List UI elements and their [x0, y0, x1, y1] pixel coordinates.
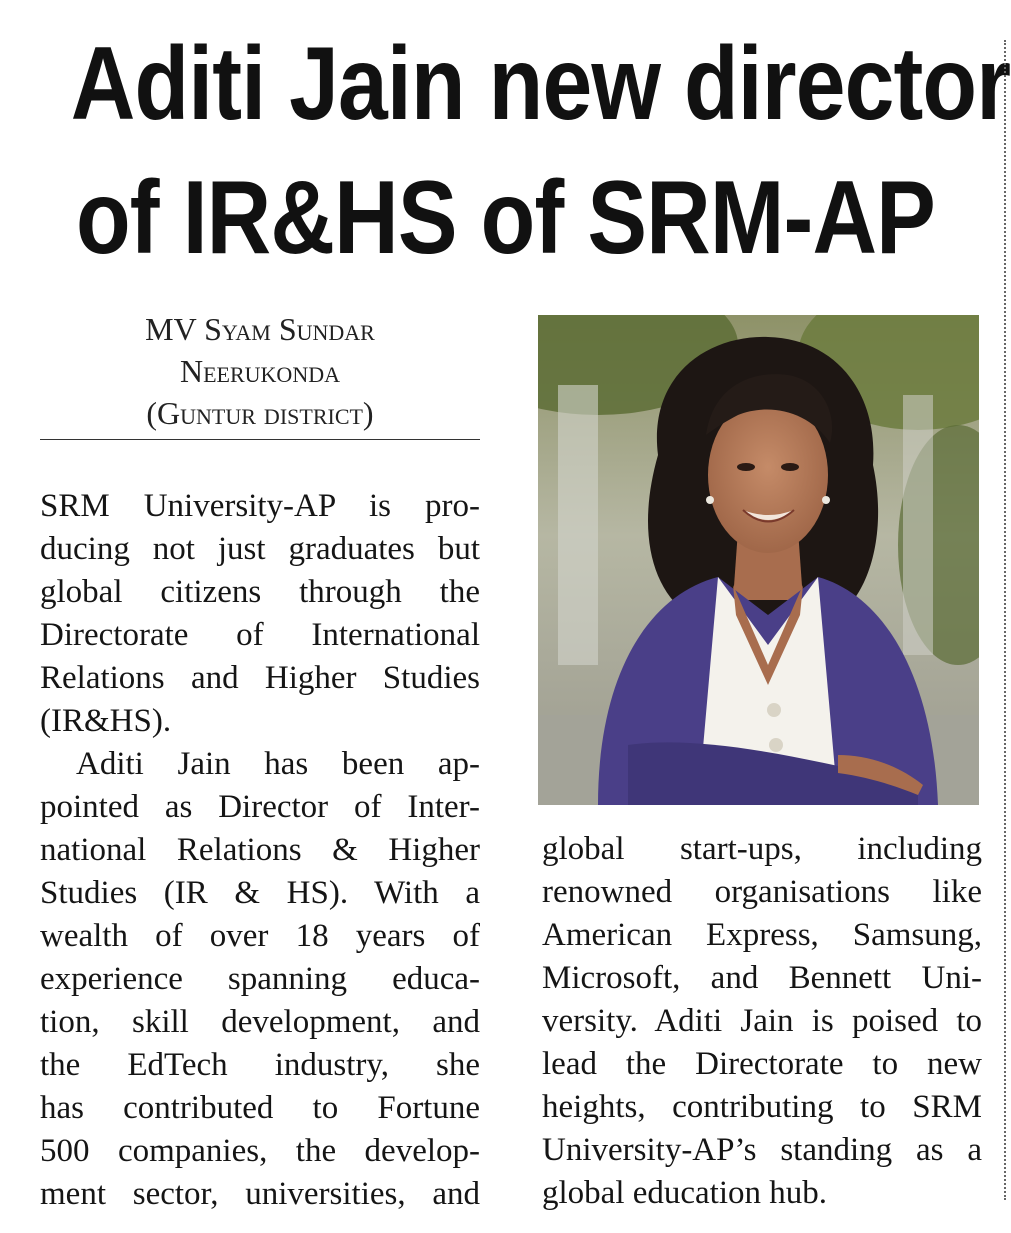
byline-location: (Guntur district) [146, 395, 374, 431]
article-line: University-AP’s standing as a [542, 1132, 982, 1168]
article-line: Relations and Higher Studies [40, 660, 480, 696]
article-line: versity. Aditi Jain is poised to [542, 1003, 982, 1039]
article-line: global start-ups, including [542, 831, 982, 867]
article-line: SRM University-AP is pro- [40, 488, 480, 524]
byline [40, 308, 480, 434]
byline-author-last: Neerukonda [180, 353, 340, 389]
article-line: ducing not just graduates but [40, 531, 480, 567]
article-line: global citizens through the [40, 574, 480, 610]
article-line: experience spanning educa- [40, 961, 480, 997]
article-column-left [40, 485, 480, 1216]
article-line: Microsoft, and Bennett Uni- [542, 960, 982, 996]
article-line: heights, contributing to SRM [542, 1089, 982, 1125]
portrait-photo [538, 315, 979, 805]
portrait-illustration [538, 315, 979, 805]
article-line: Aditi Jain has been ap- [76, 746, 480, 782]
article-line: pointed as Director of Inter- [40, 789, 480, 825]
article-line: wealth of over 18 years of [40, 918, 480, 954]
article-column-right [542, 828, 982, 1215]
headline-line-2: of IR&HS of SRM-AP [76, 160, 935, 276]
article-line: 500 companies, the develop- [40, 1133, 480, 1169]
article-line: the EdTech industry, she [40, 1047, 480, 1083]
article-line: ment sector, universities, and [40, 1176, 480, 1212]
article-line: American Express, Samsung, [542, 917, 982, 953]
article-line: Directorate of International [40, 617, 480, 653]
article-line: (IR&HS). [40, 703, 172, 739]
column-border-dotted [1004, 40, 1006, 1200]
headline-line-1: Aditi Jain new director [70, 26, 1011, 142]
article-line: renowned organisations like [542, 874, 982, 910]
byline-author-first: MV Syam Sundar [145, 311, 375, 347]
byline-divider [40, 439, 480, 440]
article-line: Studies (IR & HS). With a [40, 875, 480, 911]
article-line: national Relations & Higher [40, 832, 480, 868]
article-line: tion, skill development, and [40, 1004, 480, 1040]
article-line: global education hub. [542, 1175, 828, 1211]
article-line: has contributed to Fortune [40, 1090, 480, 1126]
article-line: lead the Directorate to new [542, 1046, 982, 1082]
